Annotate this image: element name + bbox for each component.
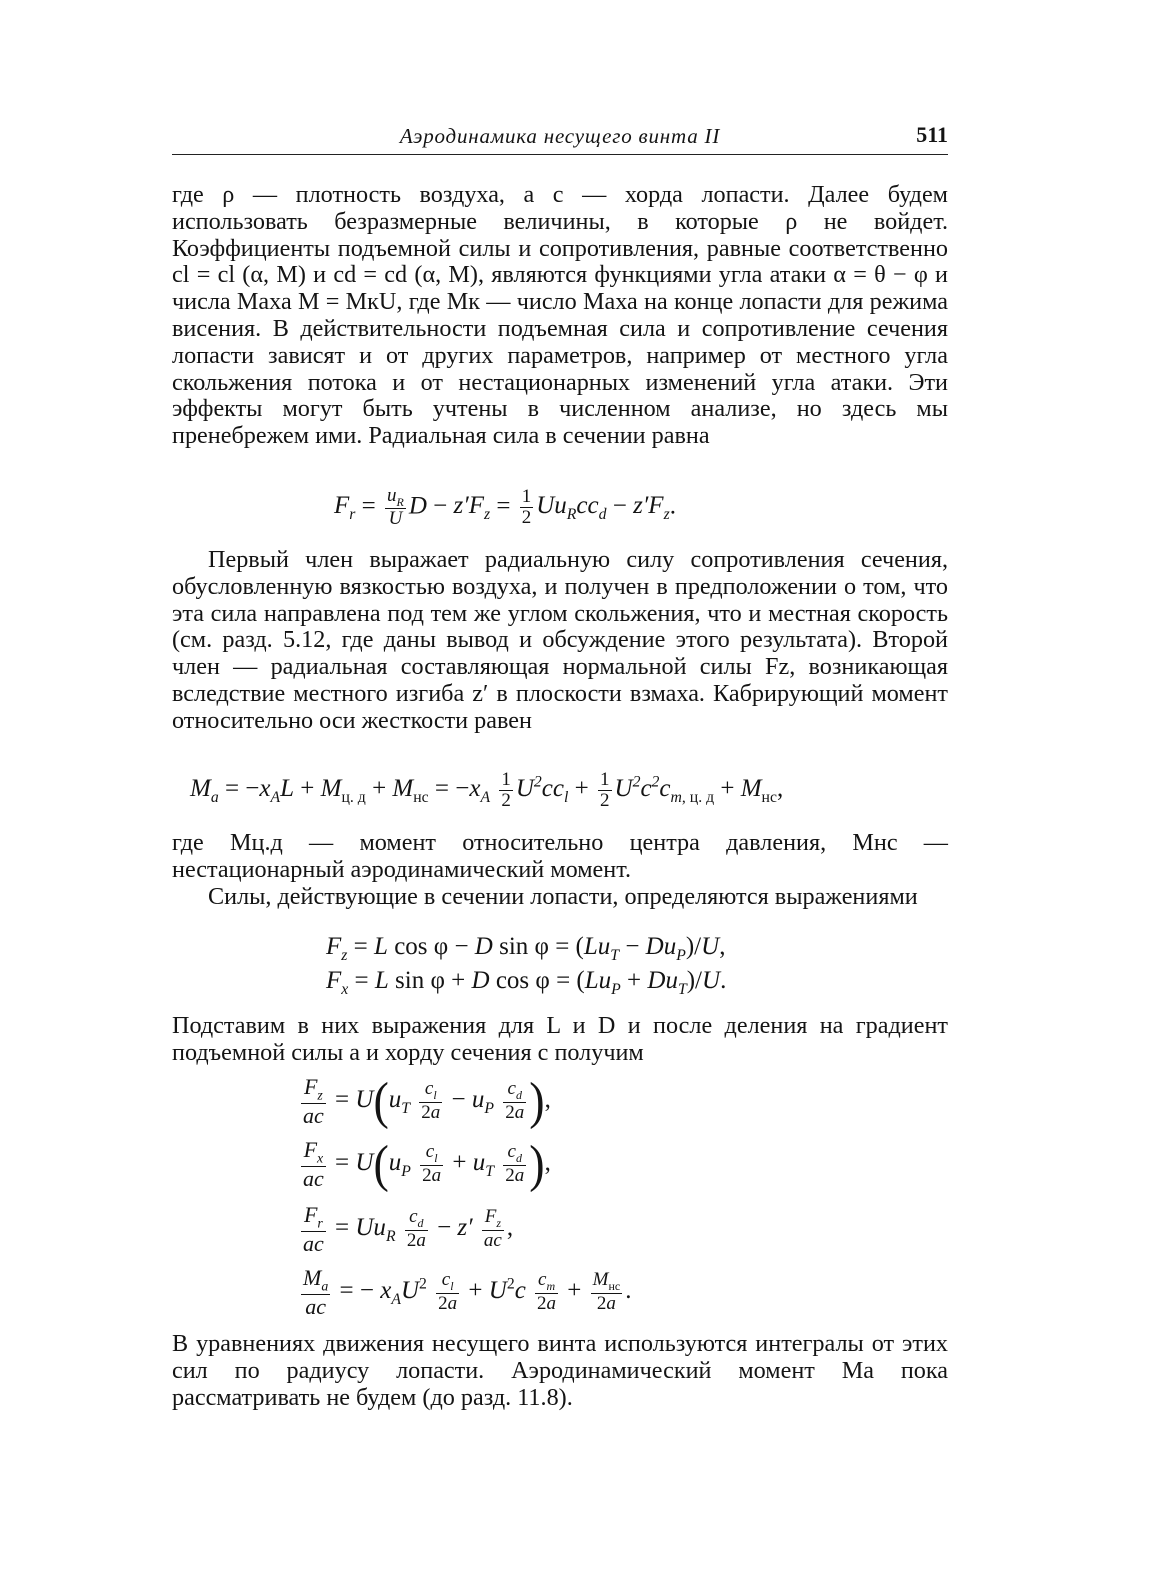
paragraph-moment-definitions: где Mц.д — момент относительно центра давления, Mнс — нестационарный аэродинамический момент.	[172, 829, 948, 883]
formula-pitching-moment: $M_a = -x_AL + M_{ц. д} + M_{нс} = -x_A$ $\frac{1}{2}$ $U^2cc_l$ + $\frac{1}{2}$ $U^2c^2c_{m, ц. д} + M_{нс}$,	[190, 769, 784, 811]
paragraph-substitution: Подставим в них выражения для L и D и после деления на градиент подъемной силы a и хорду сечения c получим	[172, 1012, 948, 1066]
formula-ma-normalized: $\frac{M_a}{ac}$ = − $x_AU^2$ $\frac{c_l}{2a}$ + $U^2c$ $\frac{c_m}{2a}$ + $\frac{M_{нс}}{2a}$ .	[303, 1265, 632, 1319]
formula-force-fz: $F_z = L$ cos φ − D $\sin \varphi = (Lu_T - Du_P)/U$,	[326, 933, 726, 964]
paragraph-radial-drag: Первый член выражает радиальную силу сопротивления сечения, обусловленную вязкостью воздуха, и получен в предположении о том, что эта сила направлена под тем же углом скольжения, что и местная скорость (см. разд. 5.12, где даны вывод и обсуждение этого результата). Второй член — радиальная составляющая нормальной силы Fz, возникающая вследствие местного изгиба z′ в плоскости взмаха. Кабрирующий момент относительно оси жесткости равен	[172, 546, 948, 734]
paragraph-integrals: В уравнениях движения несущего винта используются интегралы от этих сил по радиусу лопасти. Аэродинамический момент Ma пока рассматривать не будем (до разд. 11.8).	[172, 1330, 948, 1411]
formula-fx-normalized: $\frac{F_x}{ac}$ = $U(u_P$ $\frac{c_l}{2a}$ + $u_T$ $\frac{c_d}{2a}$ ),	[303, 1134, 551, 1193]
paragraph-section-forces: Силы, действующие в сечении лопасти, определяются выражениями	[208, 883, 918, 910]
formula-fr-normalized: $\frac{F_r}{ac}$ = $Uu_R$ $\frac{c_d}{2a}$ − z′ $\frac{F_z}{ac}$ ,	[303, 1202, 514, 1256]
running-title: Аэродинамика несущего винта II	[399, 124, 721, 148]
formula-fz-normalized: $\frac{F_z}{ac}$ = $U(u_T$ $\frac{c_l}{2a}$ − $u_P$ $\frac{c_d}{2a}$ ),	[303, 1071, 551, 1130]
running-header	[172, 112, 948, 155]
page-number: 511	[916, 122, 948, 147]
paragraph-density-coefficients: где ρ — плотность воздуха, а c — хорда лопасти. Далее будем использовать безразмерные величины, в которые ρ не войдет. Коэффициенты подъемной силы и сопротивления, равные соответственно cl = cl (α, M) и cd = cd (α, M), являются функциями угла атаки α = θ − φ и числа Маха M = MкU, где Mк — число Маха на конце лопасти для режима висения. В действительности подъемная сила и сопротивление сечения лопасти зависят и от других параметров, например от местного угла скольжения потока и от нестационарных изменений угла атаки. Эти эффекты могут быть учтены в численном анализе, но здесь мы пренебрежем ими. Радиальная сила в сечении равна	[172, 181, 948, 450]
formula-force-fx: $F_x = L$ sin φ + D $\cos \varphi = (Lu_P + Du_T)/U$.	[326, 967, 727, 998]
formula-radial-force: $F_r$ = $\frac{u_R}{U}$ $D - z'F_z$ = $\frac{1}{2}$ $Uu_Rcc_d - z'F_z$.	[334, 485, 676, 530]
